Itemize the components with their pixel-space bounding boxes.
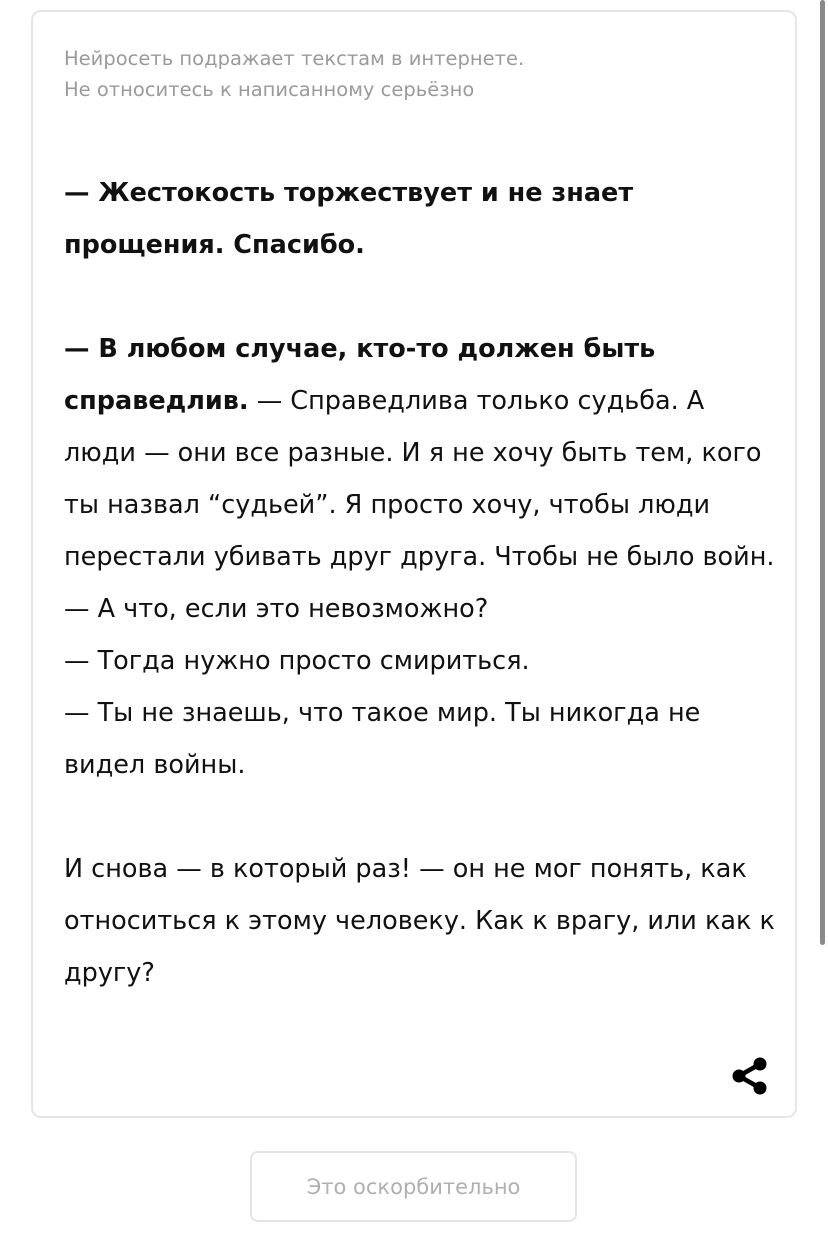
- story-paragraph-3: И снова — в который раз! — он не мог понять, как относиться к этому человеку. Как к врагу, или как к другу?: [64, 854, 775, 988]
- disclaimer-line-1: Нейросеть подражает текстам в интернете.: [64, 47, 525, 70]
- prompt-text-2: — В любом случае, кто-то должен быть справедлив.: [64, 334, 656, 416]
- continuation-text: — Справедлива только судьба. А люди — они все разные. И я не хочу быть тем, кого ты назвал “судьей”. Я просто хочу, чтобы люди перестали убивать друг друга. Чтобы не было войн.: [64, 386, 775, 572]
- story-paragraph-1: [64, 167, 784, 271]
- share-icon[interactable]: [730, 1056, 770, 1096]
- generated-text-card: [31, 10, 797, 1118]
- share-icon-graphic: [730, 1056, 770, 1096]
- generated-story: [64, 167, 784, 999]
- ai-disclaimer: [64, 43, 524, 105]
- report-offensive-button[interactable]: Это оскорбительно: [250, 1151, 577, 1222]
- dialogue-line-c: — Ты не знаешь, что такое мир. Ты никогда не видел войны.: [64, 698, 701, 780]
- story-paragraph-2: [64, 323, 784, 791]
- disclaimer-line-2: Не относитесь к написанному серьёзно: [64, 78, 475, 101]
- page-scrollbar[interactable]: [820, 0, 825, 945]
- dialogue-line-a: — А что, если это невозможно?: [64, 594, 489, 624]
- prompt-text-1: — Жестокость торжествует и не знает прощения. Спасибо.: [64, 178, 634, 260]
- dialogue-line-b: — Тогда нужно просто смириться.: [64, 646, 530, 676]
